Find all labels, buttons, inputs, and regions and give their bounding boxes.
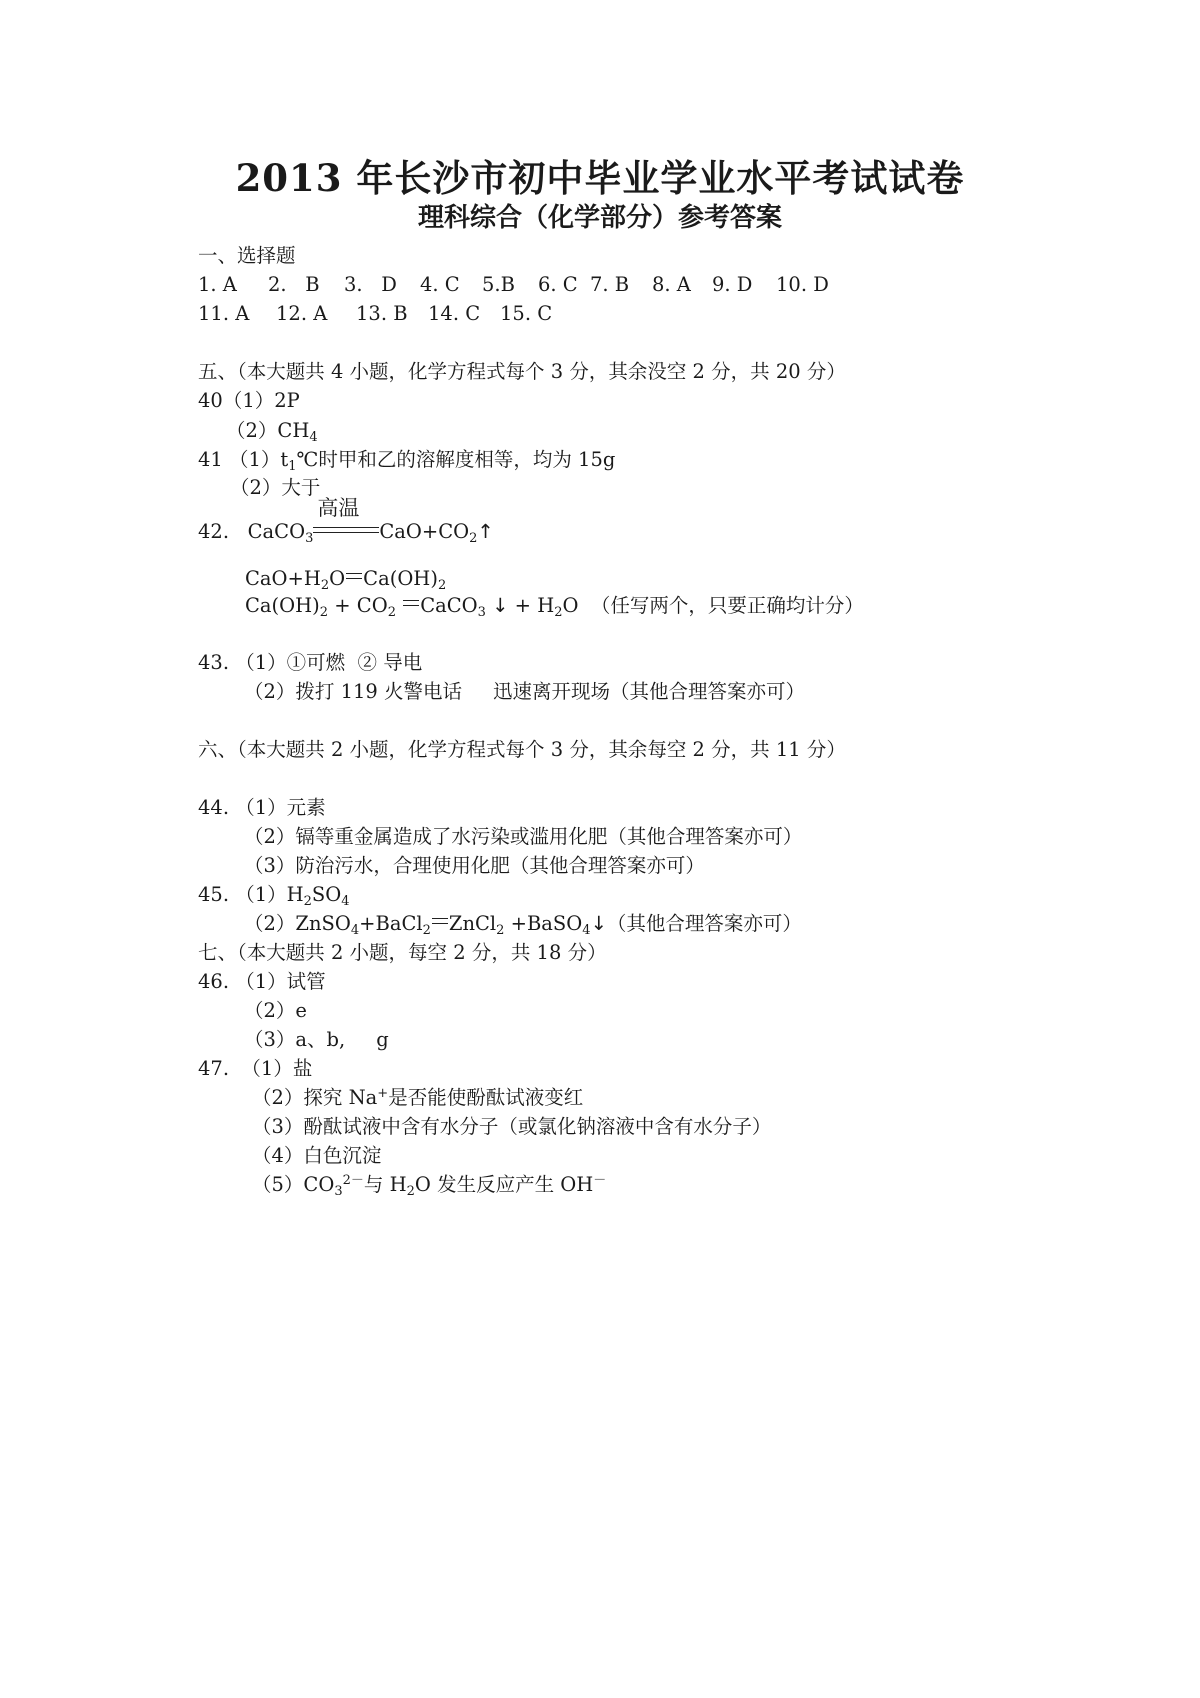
q45-1-text: 45. （1）H: [198, 883, 304, 906]
mc-answer: 5.B: [482, 273, 515, 296]
q47-5-text: （5）CO: [252, 1173, 335, 1196]
q41-1-text: 41 （1）t: [198, 448, 289, 471]
q40-2-text: （2）CH: [226, 419, 310, 442]
mc-answer: 15. C: [500, 302, 553, 325]
mc-answer: 7. B: [590, 273, 630, 296]
q46-answer-1: 46. （1）试管: [198, 970, 326, 993]
q47-5-mid: 与 H: [363, 1173, 407, 1196]
page-title: 2013 年长沙市初中毕业学业水平考试试卷: [235, 156, 965, 200]
q45-answer-1: 45. $(1)H_2SO_4$: [198, 883, 350, 909]
q47-5-rest: O 发生反应产生 OH: [414, 1173, 594, 1196]
q45-answer-2: （2）ZnSO$_4$+BaCl$_2$ ZnCl$_2$ +BaSO$_4$↓（其他合理答案亦可）: [244, 912, 802, 938]
mc-answer: 4. C: [420, 273, 460, 296]
q44-answer-2: （2）镉等重金属造成了水污染或滥用化肥（其他合理答案亦可）: [244, 825, 803, 848]
q47-answer-1: 47. （1）盐: [198, 1057, 313, 1080]
section7-heading: 七、（本大题共 2 小题，每空 2 分，共 18 分）: [198, 941, 607, 964]
mc-answer: 9. D: [712, 273, 753, 296]
q41-answer-1: [198, 447, 615, 473]
superscript: －: [593, 1173, 607, 1188]
q42-equation-3: $Ca(OH)_2 + CO_2$ CaCO$_3$ ↓ + $H_2O$ （任写两个，只要正确均计分）: [245, 594, 864, 620]
reaction-condition: [313, 496, 379, 541]
q47-answer-2: [252, 1085, 583, 1111]
q42-note: （任写两个，只要正确均计分）: [590, 594, 864, 617]
q42-number: 42.: [198, 520, 230, 543]
page-subtitle: 理科综合（化学部分）参考答案: [417, 203, 782, 233]
mc-answer: 14. C: [428, 302, 481, 325]
mc-answer: 12. A: [276, 302, 328, 325]
mc-answer: 8. A: [652, 273, 691, 296]
q41-answer-2: （2）大于: [230, 476, 321, 499]
superscript: +: [377, 1086, 389, 1101]
section5-heading: 五、（本大题共 4 小题，化学方程式每个 3 分，其余没空 2 分，共 20 分）: [198, 360, 846, 383]
q47-2-text: （2）探究 Na: [252, 1086, 378, 1109]
q42-equation-1: 42. CaCO$_3$ 高温 $CaO+CO_2↑$: [198, 496, 494, 546]
q44-answer-1: 44. （1）元素: [198, 796, 326, 819]
q43-answer-2: （2）拨打 119 火警电话 迅速离开现场（其他合理答案亦可）: [244, 680, 806, 703]
mc-row-2: [198, 301, 552, 327]
q43-answer-1: 43. （1）①可燃 ② 导电: [198, 651, 423, 674]
subscript: 1: [288, 459, 297, 474]
mc-row-1: [198, 272, 829, 298]
high-temp-label: 高温: [317, 496, 360, 520]
section6-heading: 六、（本大题共 2 小题，化学方程式每个 3 分，其余每空 2 分，共 11 分）: [198, 738, 846, 761]
q46-answer-2: （2）e: [244, 999, 307, 1022]
q42-equation-2: $CaO+H_2O$ $Ca(OH)_2$: [245, 567, 447, 593]
q40-answer-1: 40（1）2P: [198, 389, 300, 412]
subscript: 4: [309, 430, 318, 445]
subscript: 3: [334, 1184, 343, 1199]
q47-2-rest: 是否能使酚酞试液变红: [388, 1086, 584, 1109]
q40-answer-2: [226, 418, 318, 444]
q47-answer-4: （4）白色沉淀: [252, 1144, 382, 1167]
mc-answer: 2. B: [268, 273, 320, 296]
subscript: 2: [406, 1184, 415, 1199]
superscript: 2－: [342, 1173, 364, 1188]
q46-answer-3: （3）a、b, g: [244, 1028, 389, 1051]
q45-note: （其他合理答案亦可）: [606, 912, 802, 935]
mc-answer: 3. D: [344, 273, 397, 296]
q41-1-rest: ℃时甲和乙的溶解度相等，均为 15g: [296, 448, 616, 471]
mc-answer: 6. C: [538, 273, 578, 296]
q44-answer-3: （3）防治污水，合理使用化肥（其他合理答案亦可）: [244, 854, 705, 877]
q47-answer-3: （3）酚酞试液中含有水分子（或氯化钠溶液中含有水分子）: [252, 1115, 772, 1138]
section1-heading: 一、选择题: [198, 244, 296, 267]
mc-answer: 13. B: [356, 302, 408, 325]
mc-answer: 10. D: [776, 273, 829, 296]
mc-answer: 11. A: [198, 302, 250, 325]
mc-answer: 1. A: [198, 273, 237, 296]
q47-answer-5: [252, 1172, 606, 1198]
